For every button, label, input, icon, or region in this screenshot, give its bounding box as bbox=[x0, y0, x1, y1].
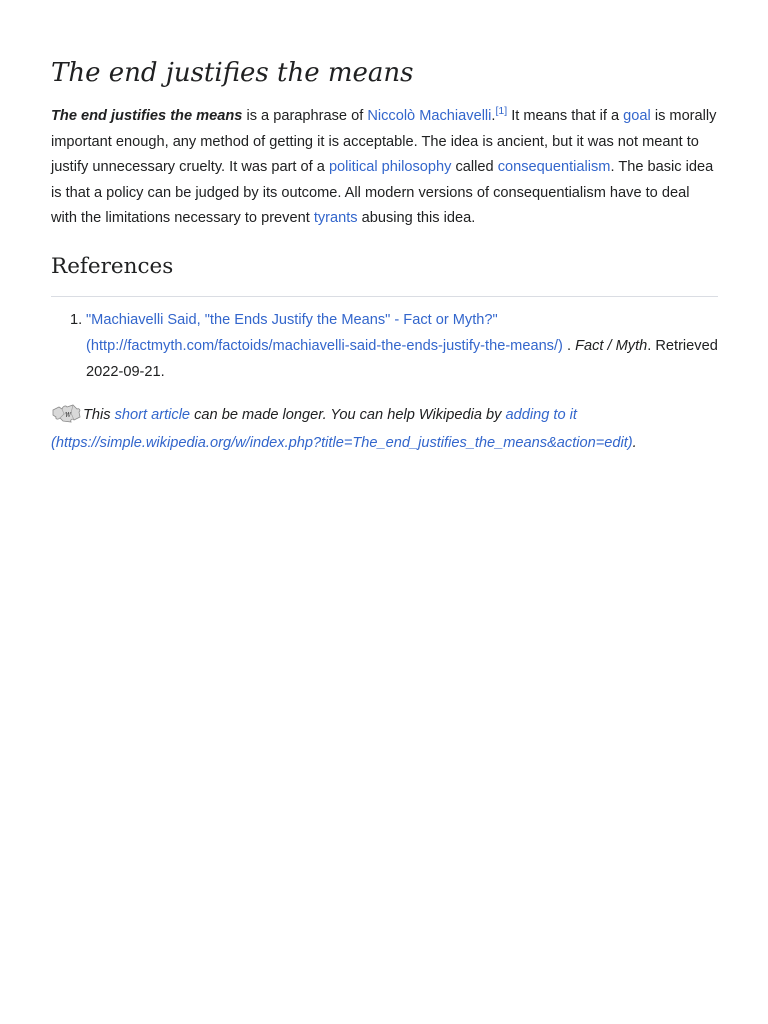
page-title: The end justifies the means bbox=[51, 58, 414, 88]
reference-item bbox=[51, 307, 718, 385]
lead-text: . The basic idea is that a policy can be judged by its outcome. All modern versions of consequentialism have to deal with the limitations necessary to prevent bbox=[51, 159, 714, 227]
stub-text: . bbox=[632, 435, 637, 451]
references-list bbox=[51, 307, 718, 385]
references-heading: References bbox=[51, 254, 174, 279]
lead-text: . bbox=[491, 108, 496, 124]
link-short-article[interactable]: short article bbox=[114, 407, 191, 423]
stub-text: This bbox=[83, 407, 115, 423]
stub-text: can be made longer. You can help Wikipedia by bbox=[190, 407, 506, 423]
reference-external-link[interactable]: "Machiavelli Said, "the Ends Justify the Means" - Fact or Myth?" (http://factmyth.com/factoids/machiavelli-said-the-ends-justify-the-means/) bbox=[86, 312, 563, 354]
lead-text: It means that if a bbox=[507, 108, 624, 124]
link-tyrants[interactable]: tyrants bbox=[313, 210, 358, 227]
reference-separator: . bbox=[562, 338, 576, 354]
link-niccolo-machiavelli[interactable]: Niccolò Machiavelli bbox=[367, 108, 492, 124]
svg-text:W: W bbox=[65, 412, 72, 419]
stub-notice bbox=[51, 401, 718, 457]
link-adding-to-it[interactable]: adding to it (https://simple.wikipedia.org/w/index.php?title=The_end_justifies_the_means&action=edit) bbox=[51, 407, 633, 451]
lead-text: is morally important enough, any method of getting it is acceptable. The idea is ancient, but it was not meant to justify unnecessary cruelty. It was part of a bbox=[51, 108, 717, 176]
link-political-philosophy[interactable]: political philosophy bbox=[328, 159, 452, 176]
link-consequentialism[interactable]: consequentialism bbox=[497, 159, 611, 176]
lead-text: abusing this idea. bbox=[357, 210, 476, 227]
lead-text: is a paraphrase of bbox=[242, 108, 368, 124]
lead-paragraph bbox=[51, 104, 718, 232]
reference-work: Fact / Myth bbox=[575, 338, 648, 354]
citation-link-1[interactable]: [1] bbox=[495, 105, 508, 118]
section-divider bbox=[51, 296, 718, 297]
reference-number: 1. bbox=[70, 312, 83, 328]
article-subject: The end justifies the means bbox=[51, 108, 243, 124]
wikipedia-puzzle-icon bbox=[51, 403, 81, 423]
lead-text: called bbox=[451, 159, 498, 176]
link-goal[interactable]: goal bbox=[623, 108, 651, 124]
reference-retrieved: . Retrieved 2022-09-21. bbox=[86, 338, 718, 380]
